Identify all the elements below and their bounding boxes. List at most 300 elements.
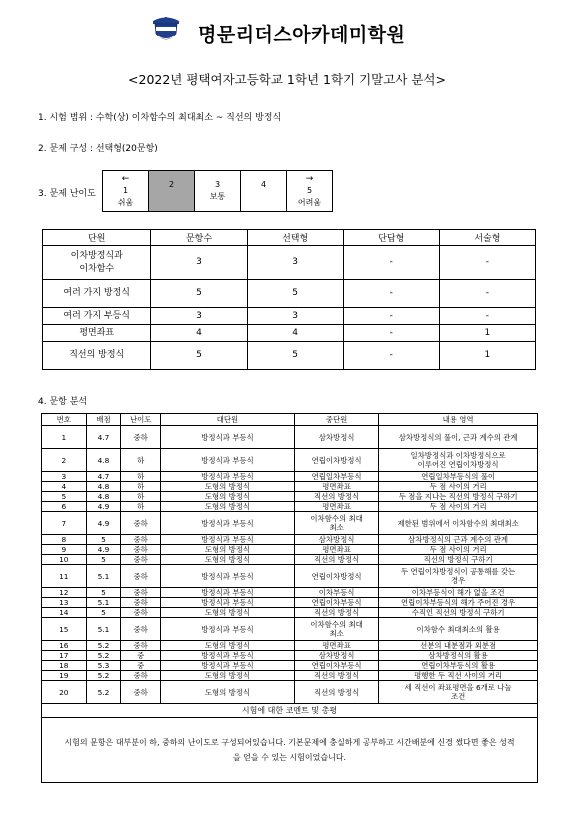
analysis-cell-text: 중하 [133,432,148,442]
analysis-cell-text: 직선의 방정식 [313,492,360,501]
analysis-cell [121,545,161,555]
analysis-cell [294,555,378,565]
summary-header-cell: 서술형 [439,230,535,246]
analysis-cell-text: 이차함수의 최대 최소 [310,514,363,532]
difficulty-text [241,191,286,203]
summary-cell-text: - [389,350,393,360]
analysis-cell-text: 평면좌표 [322,502,351,511]
analysis-cell [379,671,538,681]
analysis-row [42,671,538,681]
analysis-row [42,681,538,704]
analysis-cell-text: 5.1 [97,624,110,634]
analysis-cell-text: 5.2 [97,641,110,650]
analysis-cell [294,608,378,618]
analysis-cell [121,588,161,598]
analysis-cell-text: 수직인 직선의 방정식 구하기 [411,608,505,617]
analysis-cell-text: 중하 [133,608,148,617]
analysis-cell-text: 평행한 두 직선 사이의 거리 [414,671,503,680]
analysis-row [42,472,538,482]
difficulty-text: 보통 [209,192,226,201]
analysis-cell-text: 도형의 방정식 [204,482,251,491]
summary-cell-text: 여러 가지 부등식 [63,310,131,321]
comment-body: 시험의 문항은 대부분이 하, 중하의 난이도로 구성되어있습니다. 기본문제에 충실하게 공부하고 시간배분에 신경 썼다면 좋은 성적을 얻을 수 있는 시험이었습니다. [42,718,538,783]
analysis-cell [379,681,538,704]
analysis-cell [161,588,295,598]
analysis-row [42,535,538,545]
analysis-cell [42,449,87,472]
analysis-cell [161,565,295,588]
analysis-cell [42,588,87,598]
analysis-cell-text: 연립이차방정식 [311,455,362,465]
summary-cell-text: 5 [196,288,202,298]
analysis-cell [121,681,161,704]
analysis-cell-text: 6 [61,502,67,511]
analysis-cell-text: 연립이차부등식의 활용 [421,661,495,670]
analysis-cell [86,426,121,449]
analysis-cell-text: 18 [59,661,69,670]
analysis-cell [86,482,121,492]
analysis-header-cell: 내용 영역 [379,414,538,426]
analysis-cell [379,545,538,555]
analysis-cell-text: 중하 [133,555,148,564]
summary-cell [343,342,439,370]
analysis-cell-text: 5 [61,492,67,501]
analysis-header-cell: 대단원 [161,414,295,426]
analysis-cell [42,661,87,671]
summary-cell-text: 1 [484,350,491,360]
analysis-header-cell: 번호 [42,414,87,426]
analysis-cell [294,598,378,608]
analysis-cell-text: 4.8 [97,455,110,465]
analysis-cell [161,449,295,472]
analysis-cell [379,641,538,651]
analysis-cell [161,608,295,618]
analysis-cell [294,426,378,449]
analysis-cell [121,608,161,618]
analysis-cell-text: 방정식과 부등식 [201,455,254,465]
page-title: <2022년 평택여자고등학교 1학년 1학기 기말고사 분석> [128,72,446,87]
analysis-cell [161,482,295,492]
analysis-cell-text: 5 [101,555,106,564]
analysis-cell [86,502,121,512]
analysis-cell-text: 11 [59,571,69,581]
analysis-cell-text: 직선의 방정식 [313,608,360,617]
summary-cell-text: - [485,257,490,267]
analysis-cell [42,598,87,608]
analysis-cell-text: 중하 [133,571,148,581]
analysis-cell [42,482,87,492]
analysis-cell [161,641,295,651]
analysis-table [41,413,538,783]
summary-header-cell: 문항수 [151,230,247,246]
analysis-cell [86,512,121,535]
analysis-cell [161,472,295,482]
exam-composition: 2. 문제 구성 : 선택형(20문항) [38,144,158,154]
analysis-cell-text: 5 [101,608,106,617]
difficulty-number: 2 [168,180,175,189]
analysis-cell [379,588,538,598]
summary-cell-text: - [389,288,393,298]
analysis-cell [294,565,378,588]
analysis-cell-text: 2 [61,455,67,465]
analysis-cell [379,555,538,565]
analysis-cell-text: 14 [59,608,69,617]
analysis-cell-text: 중하 [133,641,148,650]
analysis-cell [121,502,161,512]
academy-logo-icon [150,12,182,46]
analysis-cell-text: 연립일차부등식의 풀이 [421,472,495,481]
summary-cell [151,342,247,370]
summary-table [42,229,536,370]
analysis-cell-text: 방정식과 부등식 [201,651,254,660]
summary-cell [439,325,535,342]
difficulty-number: 4 [260,180,267,189]
analysis-cell [294,661,378,671]
summary-header-cell: 선택형 [247,230,343,246]
analysis-cell [294,449,378,472]
analysis-cell-text: 중하 [133,598,148,607]
analysis-header-cell: 중단원 [294,414,378,426]
summary-cell-text: 3 [292,257,298,267]
analysis-cell [379,449,538,472]
analysis-cell [86,535,121,545]
summary-cell [151,325,247,342]
analysis-cell [379,512,538,535]
summary-cell [247,308,343,325]
analysis-row [42,661,538,671]
summary-cell-text: 1 [484,327,491,338]
analysis-cell [294,545,378,555]
difficulty-label: 3. 문제 난이도 [38,189,96,199]
analysis-cell [42,535,87,545]
analysis-cell-text: 도형의 방정식 [204,502,251,511]
analysis-cell-text: 연립이차부등식의 해가 주어진 경우 [401,598,516,607]
analysis-cell-text: 5 [101,588,106,597]
analysis-header-cell: 난이도 [121,414,161,426]
analysis-cell-text: 5.2 [97,687,110,697]
analysis-cell-text: 삼차방정식 [318,651,355,660]
analysis-cell [42,545,87,555]
summary-cell-text: 4 [292,327,298,338]
analysis-cell-text: 15 [59,624,69,634]
analysis-cell [379,426,538,449]
analysis-row [42,492,538,502]
analysis-cell-text: 도형의 방정식 [204,492,251,501]
analysis-cell-text: 도형의 방정식 [204,545,251,554]
analysis-cell-text: 4.9 [97,518,110,528]
analysis-cell-text: 5.1 [97,598,110,607]
analysis-cell [294,618,378,641]
summary-cell [343,308,439,325]
analysis-cell [86,661,121,671]
analysis-cell-text: 직선의 방정식 [313,687,360,697]
analysis-cell-text: 방정식과 부등식 [201,588,254,597]
summary-cell-text: 5 [292,350,298,360]
analysis-cell-text: 직선의 방정식 구하기 [423,555,493,564]
summary-cell [247,246,343,280]
analysis-cell-text: 3 [61,472,67,481]
analysis-cell [294,492,378,502]
analysis-cell-text: 5.3 [97,661,110,670]
analysis-cell [86,492,121,502]
analysis-cell-text: 직선의 방정식 [313,555,360,564]
academy-name: 명문리더스아카데미학원 [198,24,406,46]
summary-row [43,325,536,342]
summary-row [43,246,536,280]
summary-cell [43,325,151,342]
analysis-cell-text: 8 [61,535,67,544]
analysis-cell [86,608,121,618]
analysis-row [42,502,538,512]
analysis-cell-text: 중하 [133,535,148,544]
analysis-cell-text: 4.7 [97,472,110,481]
analysis-cell-text: 두 점 사이의 거리 [429,482,487,491]
analysis-cell [42,681,87,704]
analysis-cell [42,651,87,661]
analysis-cell [294,512,378,535]
analysis-row [42,608,538,618]
summary-cell [151,280,247,308]
analysis-cell [121,492,161,502]
summary-cell [247,280,343,308]
analysis-cell-text: 방정식과 부등식 [201,535,254,544]
analysis-cell-text: 삼차방정식의 근과 계수의 관계 [408,535,509,544]
analysis-cell-text: 세 직선이 좌표평면을 6개로 나눌 조건 [404,683,512,701]
summary-cell-text: 이차방정식과 이차함수 [70,250,123,274]
exam-range: 1. 시험 범위 : 수학(상) 이차함수의 최대최소 ~ 직선의 방정식 [38,113,282,123]
analysis-cell-text: 5.1 [97,571,110,581]
summary-cell [343,280,439,308]
analysis-cell [161,502,295,512]
analysis-cell [121,482,161,492]
analysis-cell [121,641,161,651]
analysis-cell-text: 이차함수의 최대 최소 [310,620,363,638]
analysis-cell [42,512,87,535]
analysis-cell-text: 연립일차부등식 [311,472,362,481]
difficulty-text [149,191,194,203]
difficulty-text: 쉬움 [117,198,134,207]
analysis-cell [121,651,161,661]
analysis-cell-text: 17 [59,651,69,660]
analysis-cell-text: 12 [59,588,69,597]
analysis-cell [294,651,378,661]
analysis-cell-text: 5.2 [97,671,110,680]
analysis-row [42,641,538,651]
analysis-cell [121,449,161,472]
difficulty-text: 어려움 [297,198,322,207]
analysis-label: 4. 문항 분석 [38,397,88,407]
summary-cell [151,308,247,325]
analysis-row [42,588,538,598]
analysis-cell-text: 하 [137,472,145,481]
analysis-cell [42,472,87,482]
analysis-cell-text: 두 점 사이의 거리 [429,502,487,511]
analysis-cell-text: 연립이차방정식 [311,571,362,581]
difficulty-level-1 [103,171,149,212]
analysis-cell [161,426,295,449]
analysis-cell [121,671,161,681]
analysis-cell [86,449,121,472]
analysis-cell-text: 7 [61,518,67,528]
analysis-cell [42,618,87,641]
analysis-cell [86,618,121,641]
header [0,10,574,50]
analysis-row [42,555,538,565]
analysis-cell [161,651,295,661]
summary-cell [43,280,151,308]
analysis-row [42,512,538,535]
summary-cell-text: 4 [196,327,202,338]
analysis-cell [86,641,121,651]
analysis-cell [86,472,121,482]
analysis-cell-text: 도형의 방정식 [204,687,251,697]
analysis-cell [379,492,538,502]
analysis-cell [86,671,121,681]
analysis-header-cell: 배점 [86,414,121,426]
analysis-row [42,482,538,492]
analysis-cell [42,608,87,618]
analysis-cell [294,482,378,492]
analysis-cell-text: 중하 [133,545,148,554]
comment-title: 시험에 대한 코멘트 및 총평 [42,704,538,718]
summary-header-cell: 단원 [43,230,151,246]
analysis-cell-text: 하 [137,502,145,511]
analysis-cell-text: 4.8 [97,482,110,491]
analysis-cell-text: 연립이차부등식 [311,598,362,607]
summary-cell-text: 여러 가지 방정식 [63,288,131,298]
difficulty-level-4 [241,171,287,212]
difficulty-number: 3 [214,180,221,189]
summary-cell-text: - [485,310,490,321]
summary-header-cell: 단답형 [343,230,439,246]
analysis-row [42,598,538,608]
analysis-cell-text: 하 [137,492,145,501]
analysis-row [42,545,538,555]
analysis-cell-text: 4.9 [97,502,110,511]
analysis-cell [379,565,538,588]
analysis-cell-text: 두 점을 지나는 직선의 방정식 구하기 [398,492,518,501]
analysis-cell-text: 방정식과 부등식 [201,432,254,442]
analysis-cell-text: 삼차방정식의 활용 [428,651,488,660]
analysis-cell [161,671,295,681]
analysis-cell-text: 방정식과 부등식 [201,661,254,670]
analysis-cell [294,641,378,651]
analysis-cell-text: 4.9 [97,545,110,554]
analysis-cell [294,671,378,681]
analysis-cell-text: 20 [59,687,69,697]
summary-cell [439,342,535,370]
analysis-cell [379,608,538,618]
analysis-cell [42,671,87,681]
analysis-cell [121,618,161,641]
analysis-cell-text: 직선의 방정식 [313,671,360,680]
analysis-cell [121,512,161,535]
analysis-cell-text: 16 [59,641,69,650]
summary-cell [439,308,535,325]
analysis-cell [121,472,161,482]
difficulty-level-5 [287,171,333,212]
analysis-row [42,565,538,588]
analysis-cell [161,681,295,704]
analysis-cell-text: 평면좌표 [322,641,351,650]
analysis-cell [42,641,87,651]
summary-cell [43,308,151,325]
analysis-cell [161,492,295,502]
analysis-row [42,426,538,449]
summary-cell-text: - [389,327,393,338]
analysis-cell [294,502,378,512]
analysis-cell [86,555,121,565]
analysis-cell [379,618,538,641]
analysis-cell-text: 삼차방정식 [318,535,355,544]
summary-cell [43,342,151,370]
analysis-cell-text: 삼차방정식 [318,432,355,442]
analysis-cell [86,565,121,588]
analysis-cell-text: 방정식과 부등식 [201,624,254,634]
summary-cell-text: 3 [196,310,202,321]
analysis-cell [86,598,121,608]
analysis-row [42,651,538,661]
analysis-cell [121,555,161,565]
analysis-cell-text: 삼차방정식의 풀이, 근과 계수의 관계 [398,432,518,442]
analysis-cell [161,661,295,671]
analysis-cell-text: 이차함수 최대최소의 활용 [416,624,500,634]
analysis-cell [161,555,295,565]
analysis-cell [161,535,295,545]
analysis-cell-text: 중하 [133,624,148,634]
analysis-cell-text: 중 [137,651,145,660]
analysis-cell [121,426,161,449]
analysis-cell [294,588,378,598]
summary-cell-text: - [485,288,490,298]
summary-row [43,280,536,308]
analysis-cell-text: 도형의 방정식 [204,608,251,617]
analysis-cell [294,681,378,704]
difficulty-number: 5 [306,186,313,195]
analysis-cell [42,426,87,449]
analysis-cell-text: 방정식과 부등식 [201,518,254,528]
analysis-cell [294,535,378,545]
analysis-cell-text: 10 [59,555,69,564]
summary-cell-text: 직선의 방정식 [69,350,125,360]
difficulty-number: 1 [122,186,129,195]
analysis-cell-text: 이차부등식 [318,588,355,597]
analysis-cell [379,651,538,661]
summary-cell-text: - [389,310,393,321]
analysis-cell-text: 중 [137,661,145,670]
analysis-cell-text: 4.7 [97,432,110,442]
analysis-cell-text: 중하 [133,588,148,597]
analysis-cell-text: 중하 [133,687,148,697]
summary-cell-text: 3 [196,257,202,267]
analysis-cell [379,661,538,671]
analysis-cell [161,598,295,608]
analysis-cell-text: 4.8 [97,492,110,501]
analysis-cell [42,502,87,512]
summary-cell [43,246,151,280]
difficulty-level-2 [149,171,195,212]
analysis-cell-text: 도형의 방정식 [204,641,251,650]
analysis-cell [161,618,295,641]
summary-row [43,308,536,325]
analysis-cell [42,555,87,565]
analysis-cell [121,661,161,671]
analysis-cell-text: 19 [59,671,69,680]
analysis-cell-text: 도형의 방정식 [204,671,251,680]
difficulty-level-3 [195,171,241,212]
analysis-cell [161,545,295,555]
analysis-cell-text: 중하 [133,671,148,680]
